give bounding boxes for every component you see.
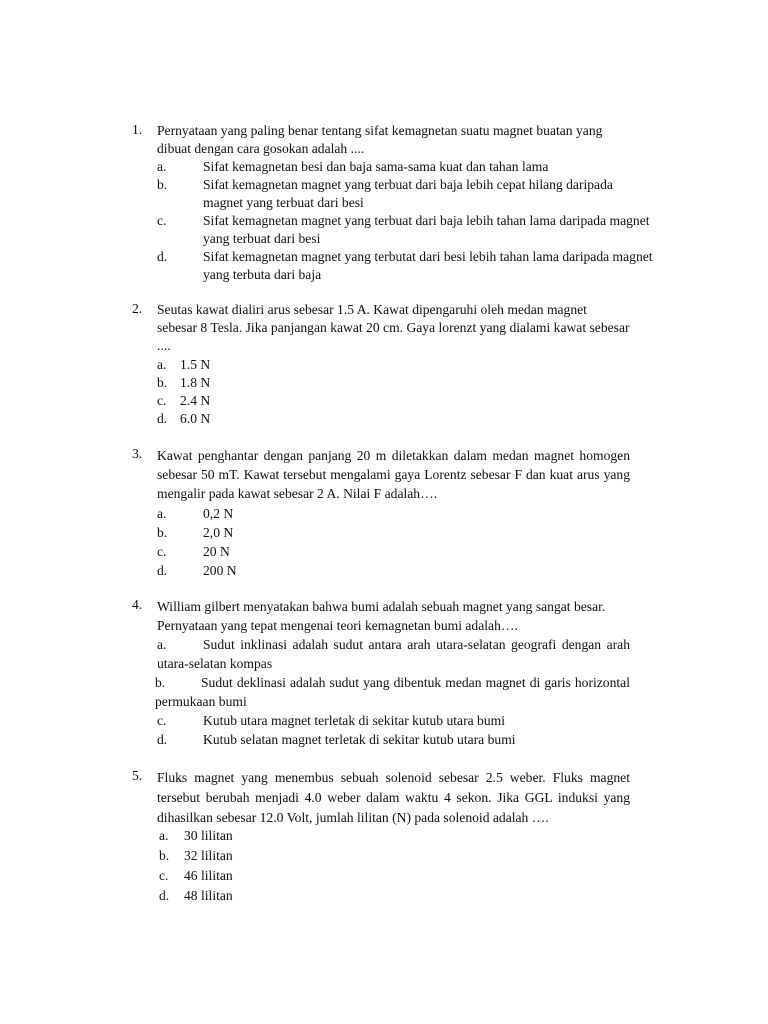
option-letter: a. — [157, 506, 167, 521]
option-d — [157, 410, 632, 428]
option-letter: c. — [157, 544, 167, 559]
option-letter: b. — [157, 177, 168, 192]
option-letter: c. — [157, 213, 167, 228]
option-d — [157, 561, 632, 580]
option-letter: c. — [159, 868, 169, 883]
option-text: Sifat kemagnetan magnet yang terbuat dari baja lebih tahan lama daripada magnet yang terbuat dari besi — [203, 213, 650, 246]
question-text: Seutas kawat dialiri arus sebesar 1.5 A. Kawat dipengaruhi oleh medan magnet sebesar 8 Tesla. Jika panjangan kawat 20 cm. Gaya lorenzt yang dialami kawat sebesar .... — [157, 302, 630, 353]
option-text: 0,2 N — [203, 506, 234, 521]
option-text: 48 lilitan — [184, 888, 233, 903]
option-letter: b. — [157, 525, 168, 540]
option-text: 1.8 N — [180, 375, 211, 390]
option-d — [159, 886, 634, 906]
option-c — [159, 866, 634, 886]
option-letter: d. — [157, 732, 168, 747]
option-b — [159, 846, 634, 866]
option-text: Sifat kemagnetan magnet yang terbuat dari baja lebih cepat hilang daripada magnet yang terbuat dari besi — [203, 177, 613, 210]
option-a — [157, 356, 632, 374]
option-letter: d. — [159, 888, 170, 903]
option-list — [157, 504, 632, 580]
option-a — [157, 635, 630, 673]
option-text: 20 N — [203, 544, 230, 559]
option-letter: a. — [157, 357, 167, 372]
option-text: Sudut inklinasi adalah sudut antara arah utara-selatan geografi dengan arah utara-selatan kompas — [157, 637, 630, 671]
option-d — [157, 730, 630, 749]
option-c — [157, 212, 650, 248]
option-a — [159, 826, 634, 846]
option-text: 30 lilitan — [184, 828, 233, 843]
option-letter: a. — [157, 637, 167, 652]
option-letter: d. — [157, 411, 168, 426]
option-a — [157, 158, 632, 176]
option-letter: a. — [159, 828, 169, 843]
option-b — [157, 374, 632, 392]
option-text: 32 lilitan — [184, 848, 233, 863]
option-text: 200 N — [203, 563, 237, 578]
option-text: 46 lilitan — [184, 868, 233, 883]
option-d — [157, 248, 653, 284]
option-list — [157, 635, 630, 749]
option-text: 1.5 N — [180, 357, 211, 372]
option-c — [157, 542, 632, 561]
question-number: 1. — [132, 122, 143, 137]
option-letter: b. — [155, 675, 166, 690]
option-letter: d. — [157, 563, 168, 578]
option-a — [157, 504, 632, 523]
option-text: 6.0 N — [180, 411, 211, 426]
question-number: 4. — [132, 597, 143, 612]
option-text: Sifat kemagnetan besi dan baja sama-sama kuat dan tahan lama — [203, 159, 549, 174]
option-b — [157, 176, 632, 212]
option-letter: d. — [157, 249, 168, 264]
question-text: William gilbert menyatakan bahwa bumi adalah sebuah magnet yang sangat besar. Pernyataan yang tepat mengenai teori kemagnetan bumi adalah…. — [157, 599, 606, 633]
option-list — [157, 158, 653, 284]
question-number: 3. — [132, 446, 143, 461]
option-text: Sudut deklinasi adalah sudut yang dibentuk medan magnet di garis horizontal permukaan bumi — [155, 675, 630, 709]
option-letter: a. — [157, 159, 167, 174]
question-text: Kawat penghantar dengan panjang 20 m diletakkan dalam medan magnet homogen sebesar 50 mT. Kawat tersebut mengalami gaya Lorentz sebesar F dan kuat arus yang mengalir pada kawat sebesar 2 A. Nilai F adalah…. — [157, 448, 630, 501]
option-text: Kutub selatan magnet terletak di sekitar kutub utara bumi — [203, 732, 516, 747]
option-text: 2.4 N — [180, 393, 211, 408]
option-letter: b. — [157, 375, 168, 390]
option-text: Sifat kemagnetan magnet yang terbutat dari besi lebih tahan lama daripada magnet yang terbuta dari baja — [203, 249, 653, 282]
option-letter: b. — [159, 848, 170, 863]
option-c — [157, 711, 630, 730]
option-text: 2,0 N — [203, 525, 234, 540]
option-c — [157, 392, 632, 410]
option-list — [157, 356, 632, 428]
option-letter: c. — [157, 713, 167, 728]
question-text: Pernyataan yang paling benar tentang sifat kemagnetan suatu magnet buatan yang dibuat dengan cara gosokan adalah .... — [157, 123, 603, 156]
option-list — [159, 826, 634, 906]
option-b — [157, 523, 632, 542]
question-number: 5. — [132, 768, 143, 783]
question-text: Fluks magnet yang menembus sebuah solenoid sebesar 2.5 weber. Fluks magnet tersebut berubah menjadi 4.0 weber dalam waktu 4 sekon. Jika GGL induksi yang dihasilkan sebesar 12.0 Volt, jumlah lilitan (N) pada solenoid adalah …. — [157, 770, 630, 825]
option-text: Kutub utara magnet terletak di sekitar kutub utara bumi — [203, 713, 505, 728]
option-letter: c. — [157, 393, 167, 408]
question-number: 2. — [132, 301, 143, 316]
option-b — [155, 673, 630, 711]
